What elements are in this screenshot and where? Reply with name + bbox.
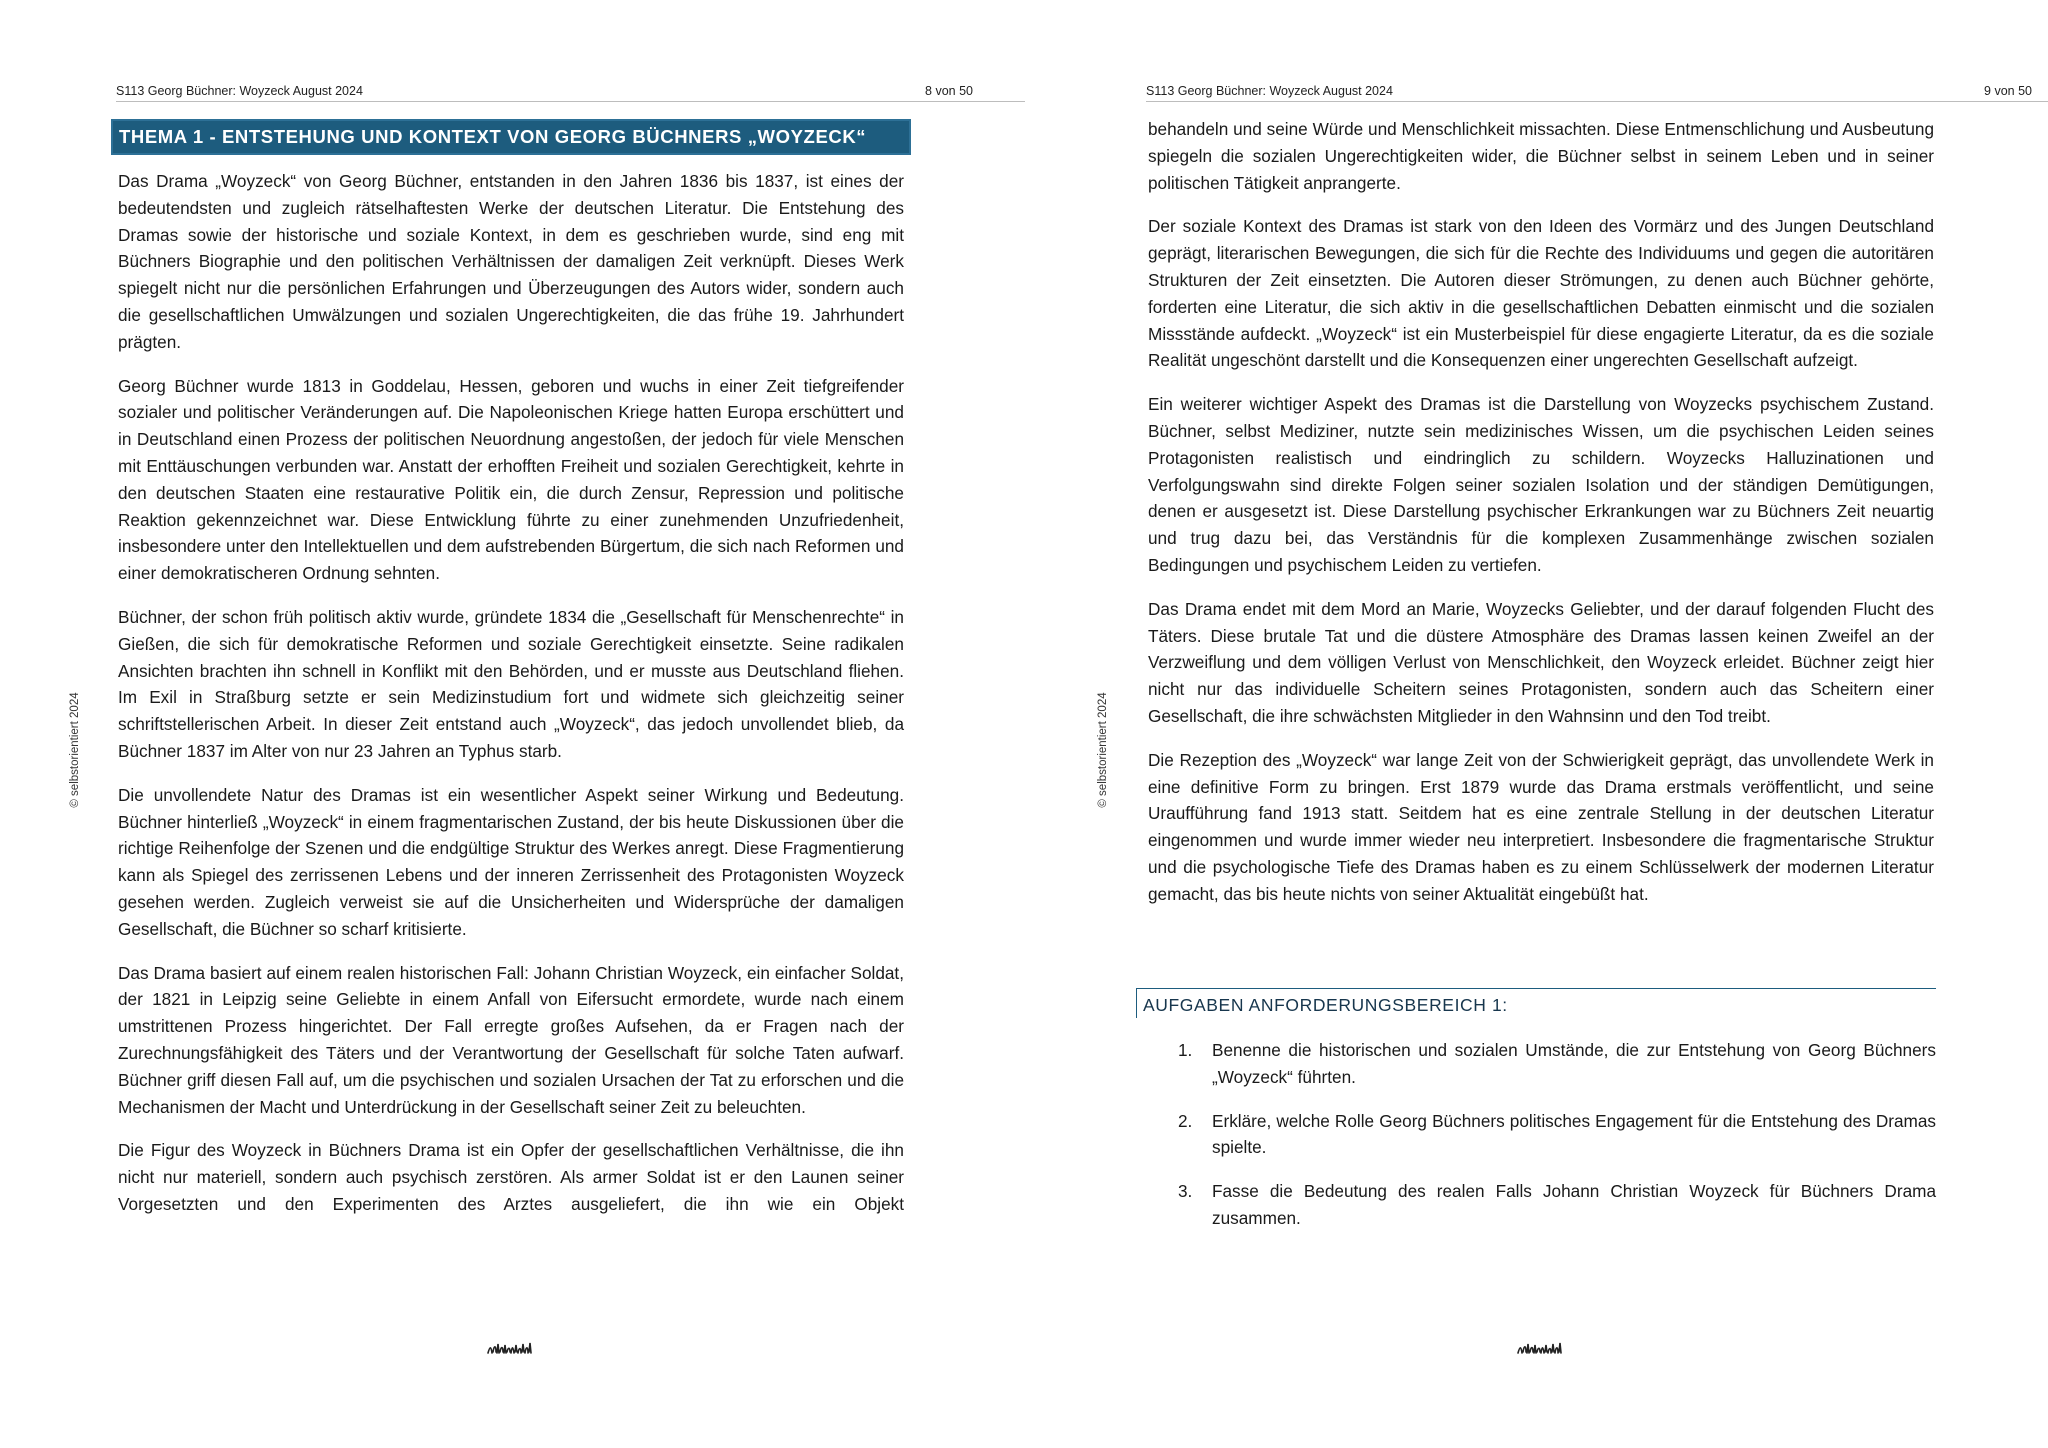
paragraph: Der soziale Kontext des Dramas ist stark von den Ideen des Vormärz und des Jungen Deutschland geprägt, literarischen Bewegungen, die sich für die Rechte des Individuums und gegen die autoritären Strukturen der Zeit einsetzten. Die Autoren dieser Strömungen, zu denen auch Büchner gehörte, forderten eine Literatur, die sich aktiv in die gesellschaftlichen Debatten einmischt und die sozialen Missstände aufdeckt. „Woyzeck“ ist ein Musterbeispiel für diese engagierte Literatur, da es die soziale Realität ungeschönt darstellt und die Konsequenzen einer ungerechten Gesellschaft aufzeigt. — [1148, 216, 1934, 371]
paragraph: behandeln und seine Würde und Menschlichkeit missachten. Diese Entmenschlichung und Ausbeutung spiegeln die sozialen Ungerechtigkeiten wider, die Büchner selbst in seinem Leben und in seiner politischen Tätigkeit anprangerte. — [1148, 119, 1934, 193]
paragraph: Die Figur des Woyzeck in Büchners Drama ist ein Opfer der gesellschaftlichen Verhältnisse, die ihn nicht nur materiell, sondern auch psychisch zerstören. Als armer Soldat ist er den Launen seiner Vorgesetzten und den Experimenten des Arztes ausgeliefert, die ihn wie ein Objekt — [118, 1140, 904, 1214]
footer-logo-icon — [486, 1340, 534, 1358]
running-header-title: S113 Georg Büchner: Woyzeck August 2024 — [116, 84, 363, 98]
paragraph: Georg Büchner wurde 1813 in Goddelau, Hessen, geboren und wuchs in einer Zeit tiefgreifender sozialer und politischer Veränderungen auf. Die Napoleonischen Kriege hatten Europa erschüttert und in Deutschland einen Prozess der politischen Neuordnung angestoßen, der jedoch für viele Menschen mit Enttäuschungen verbunden war. Anstatt der erhofften Freiheit und sozialen Gerechtigkeit, kehrte in den deutschen Staaten eine restaurative Politik ein, die durch Zensur, Repression und politische Reaktion gekennzeichnet war. Diese Entwicklung führte zu einer zunehmenden Unzufriedenheit, insbesondere unter den Intellektuellen und dem aufstrebenden Bürgertum, die sich nach Reformen und einer demokratischeren Ordnung sehnten. — [118, 375, 904, 584]
task-text: Erkläre, welche Rolle Georg Büchners politisches Engagement für die Entstehung des Dramas spielte. — [1212, 1110, 1936, 1158]
task-number: 3. — [1178, 1181, 1193, 1202]
task-number: 1. — [1178, 1040, 1193, 1060]
page-number: 8 von 50 — [925, 84, 973, 98]
paragraph: Das Drama basiert auf einem realen historischen Fall: Johann Christian Woyzeck, ein einfacher Soldat, der 1821 in Leipzig seine Geliebte in einem Anfall von Eifersucht ermordete, wurde nach einem umstrittenen Prozess hingerichtet. Der Fall erregte großes Aufsehen, da er Fragen nach der Zurechnungsfähigkeit des Täters und der Verantwortung der Gesellschaft für solche Taten aufwarf. Büchner griff diesen Fall auf, um die psychischen und sozialen Ursachen der Tat zu erforschen und die Mechanismen der Macht und Unterdrückung in der Gesellschaft seiner Zeit zu beleuchten. — [118, 962, 904, 1117]
running-header — [1146, 78, 2048, 102]
running-header-title: S113 Georg Büchner: Woyzeck August 2024 — [1146, 84, 1393, 98]
section-title: THEMA 1 - ENTSTEHUNG UND KONTEXT VON GEORG BÜCHNERS „WOYZECK“ — [111, 119, 911, 155]
body-text — [1148, 116, 1934, 925]
body-text — [118, 168, 904, 1235]
footer-logo-icon — [1516, 1340, 1564, 1358]
task-text: Benenne die historischen und sozialen Umstände, die zur Entstehung von Georg Büchners „Woyzeck“ führten. — [1212, 1040, 1936, 1087]
task-item — [1178, 1037, 1936, 1091]
task-number: 2. — [1178, 1110, 1193, 1131]
task-item — [1178, 1108, 1936, 1162]
paragraph: Die Rezeption des „Woyzeck“ war lange Zeit von der Schwierigkeit geprägt, das unvollendete Werk in eine definitive Form zu bringen. Erst 1879 wurde das Drama erstmals veröffentlicht, und seine Uraufführung fand 1913 statt. Seitdem hat es eine zentrale Stellung in der deutschen Literatur eingenommen und wurde immer wieder neu interpretiert. Insbesondere die fragmentarische Struktur und die psychologische Tiefe des Dramas haben es zu einem Schlüsselwerk der modernen Literatur gemacht, das bis heute nichts von seiner Aktualität eingebüßt hat. — [1148, 749, 1934, 904]
task-item — [1178, 1178, 1936, 1232]
copyright-side-note: © selbstorientiert 2024 — [1097, 692, 1109, 808]
paragraph: Die unvollendete Natur des Dramas ist ein wesentlicher Aspekt seiner Wirkung und Bedeutung. Büchner hinterließ „Woyzeck“ in einem fragmentarischen Zustand, der bis heute Diskussionen über die richtige Reihenfolge der Szenen und die endgültige Struktur des Werkes anregt. Diese Fragmentierung kann als Spiegel des zerrissenen Lebens und der inneren Zerrissenheit des Protagonisten Woyzeck gesehen werden. Zugleich verweist sie auf die Unsicherheiten und Widersprüche der damaligen Gesellschaft, die Büchner so scharf kritisierte. — [118, 784, 904, 939]
task-text: Fasse die Bedeutung des realen Falls Johann Christian Woyzeck für Büchners Drama zusammen. — [1212, 1181, 1936, 1228]
paragraph: Büchner, der schon früh politisch aktiv wurde, gründete 1834 die „Gesellschaft für Menschenrechte“ in Gießen, die sich für demokratische Reformen und soziale Gerechtigkeit einsetzte. Seine radikalen Ansichten brachten ihn schnell in Konflikt mit den Behörden, und er musste aus Deutschland fliehen. Im Exil in Straßburg setzte er sein Medizinstudium fort und widmete sich gleichzeitig seiner schriftstellerischen Arbeit. In dieser Zeit entstand auch „Woyzeck“, das jedoch unvollendet blieb, da Büchner 1837 im Alter von nur 23 Jahren an Typhus starb. — [118, 606, 904, 761]
paragraph: Das Drama „Woyzeck“ von Georg Büchner, entstanden in den Jahren 1836 bis 1837, ist eines der bedeutendsten und zugleich rätselhaftesten Werke der deutschen Literatur. Die Entstehung des Dramas sowie der historische und soziale Kontext, in dem es geschrieben wurde, sind eng mit Büchners Biographie und den politischen Verhältnissen der damaligen Zeit verknüpft. Dieses Werk spiegelt nicht nur die persönlichen Erfahrungen und Überzeugungen des Autors wider, sondern auch die gesellschaftlichen Umwälzungen und sozialen Ungerechtigkeiten, die das frühe 19. Jahrhundert prägten. — [118, 171, 904, 352]
copyright-side-note: © selbstorientiert 2024 — [69, 692, 81, 808]
running-header — [116, 78, 1025, 102]
page-right — [1030, 0, 2048, 1448]
paragraph: Ein weiterer wichtiger Aspekt des Dramas ist die Darstellung von Woyzecks psychischem Zustand. Büchner, selbst Mediziner, nutzte sein medizinisches Wissen, um die psychischen Leiden seines Protagonisten realistisch und eindringlich zu schildern. Woyzecks Halluzinationen und Verfolgungswahn sind direkte Folgen seiner sozialen Isolation und der ständigen Demütigungen, denen er ausgesetzt ist. Diese Darstellung psychischer Erkrankungen war zu Büchners Zeit neuartig und trug dazu bei, das Verständnis für die komplexen Zusammenhänge zwischen sozialen Bedingungen und psychischem Leiden zu vertiefen. — [1148, 394, 1934, 575]
task-list — [1178, 1037, 1936, 1249]
tasks-heading: AUFGABEN ANFORDERUNGSBEREICH 1: — [1136, 988, 1936, 1018]
paragraph: Das Drama endet mit dem Mord an Marie, Woyzecks Geliebter, und der darauf folgenden Flucht des Täters. Diese brutale Tat und die düstere Atmosphäre des Dramas lassen keinen Zweifel an der Verzweiflung und dem völligen Verlust von Menschlichkeit, den Woyzeck erleidet. Büchner zeigt hier nicht nur das individuelle Scheitern seines Protagonisten, sondern auch das Scheitern einer Gesellschaft, die ihre schwächsten Mitglieder in den Wahnsinn und den Tod treibt. — [1148, 598, 1934, 726]
page-number: 9 von 50 — [1984, 84, 2032, 98]
